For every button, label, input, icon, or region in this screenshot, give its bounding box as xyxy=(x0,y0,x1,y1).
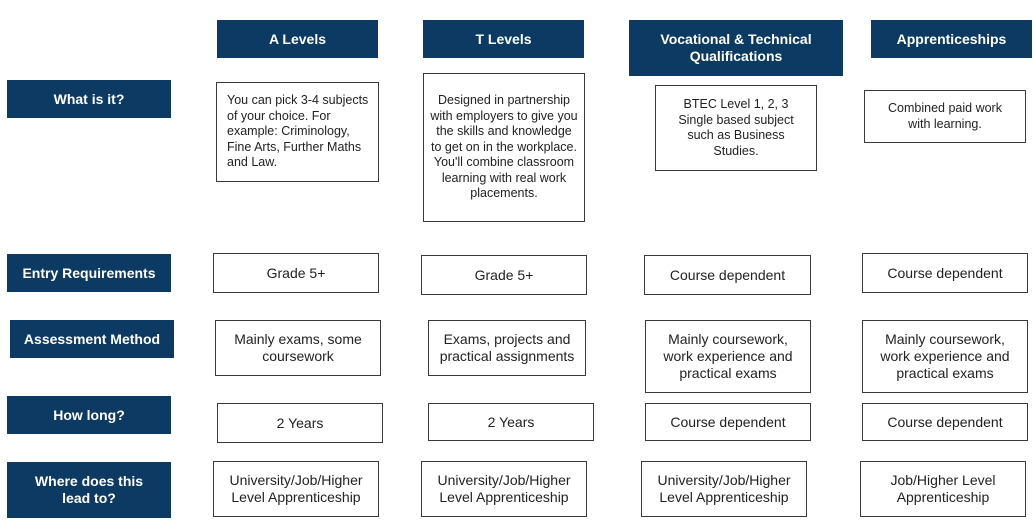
cell-what-t-levels: Designed in partnership with employers to give you the skills and knowledge to get on in the workplace. You'll combine classroom learning with real work placements. xyxy=(423,73,585,222)
cell-assessment-a-levels: Mainly exams, some coursework xyxy=(215,320,381,376)
cell-how-long-a-levels: 2 Years xyxy=(217,403,383,443)
cell-how-long-t-levels: 2 Years xyxy=(428,403,594,441)
column-header-apprenticeships: Apprenticeships xyxy=(871,20,1032,58)
cell-entry-apprenticeships: Course dependent xyxy=(862,253,1028,293)
cell-what-a-levels: You can pick 3-4 subjects of your choice. For example: Criminology, Fine Arts, Further Maths and Law. xyxy=(216,82,379,182)
column-header-a-levels: A Levels xyxy=(217,20,378,58)
column-header-t-levels: T Levels xyxy=(423,20,584,58)
cell-entry-vocational: Course dependent xyxy=(644,255,811,295)
cell-assessment-t-levels: Exams, projects and practical assignments xyxy=(428,320,586,376)
cell-how-long-apprenticeships: Course dependent xyxy=(862,403,1028,441)
row-header-what-is-it: What is it? xyxy=(7,80,171,118)
cell-assessment-vocational: Mainly coursework, work experience and practical exams xyxy=(645,320,811,393)
cell-what-apprenticeships: Combined paid work with learning. xyxy=(864,90,1026,143)
row-header-assessment-method: Assessment Method xyxy=(10,320,174,358)
column-header-vocational: Vocational & Technical Qualifications xyxy=(629,20,843,76)
cell-lead-to-t-levels: University/Job/Higher Level Apprenticeship xyxy=(421,461,587,517)
cell-assessment-apprenticeships: Mainly coursework, work experience and practical exams xyxy=(862,320,1028,393)
cell-lead-to-vocational: University/Job/Higher Level Apprenticeship xyxy=(641,461,807,517)
row-header-entry-requirements: Entry Requirements xyxy=(7,254,171,292)
row-header-how-long: How long? xyxy=(7,396,171,434)
cell-entry-a-levels: Grade 5+ xyxy=(213,253,379,293)
row-header-where-does-this-lead: Where does this lead to? xyxy=(7,462,171,518)
cell-lead-to-apprenticeships: Job/Higher Level Apprenticeship xyxy=(860,461,1026,517)
cell-entry-t-levels: Grade 5+ xyxy=(421,255,587,295)
cell-lead-to-a-levels: University/Job/Higher Level Apprenticeship xyxy=(213,461,379,517)
cell-what-vocational: BTEC Level 1, 2, 3 Single based subject such as Business Studies. xyxy=(655,85,817,171)
cell-how-long-vocational: Course dependent xyxy=(645,403,811,441)
